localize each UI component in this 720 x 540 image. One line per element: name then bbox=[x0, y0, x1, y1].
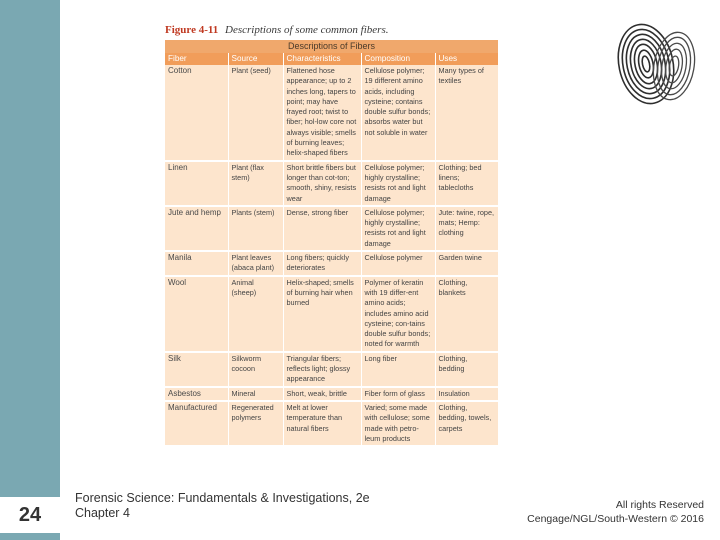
source-cell: Mineral bbox=[228, 387, 283, 401]
table-row bbox=[165, 65, 498, 161]
page-number: 24 bbox=[0, 497, 60, 533]
characteristics-cell: Short brittle fibers but longer than cot-ton; smooth, shiny, resists wear bbox=[283, 161, 361, 206]
table-row bbox=[165, 276, 498, 352]
sidebar-band bbox=[0, 0, 60, 540]
column-header-source: Source bbox=[228, 53, 283, 65]
uses-cell: Jute: twine, rope, mats; Hemp: clothing bbox=[435, 206, 498, 251]
fiber-cell: Manufactured bbox=[165, 401, 228, 446]
composition-cell: Varied; some made with cellulose; some made with petro-leum products bbox=[361, 401, 435, 446]
composition-cell: Fiber form of glass bbox=[361, 387, 435, 401]
source-cell: Plant (flax stem) bbox=[228, 161, 283, 206]
footer-course-info bbox=[75, 491, 370, 521]
column-header-uses: Uses bbox=[435, 53, 498, 65]
source-cell: Plant leaves (abaca plant) bbox=[228, 251, 283, 276]
characteristics-cell: Long fibers; quickly deteriorates bbox=[283, 251, 361, 276]
uses-cell: Clothing; bed linens; tablecloths bbox=[435, 161, 498, 206]
column-header-fiber: Fiber bbox=[165, 53, 228, 65]
table-row bbox=[165, 401, 498, 446]
uses-cell: Garden twine bbox=[435, 251, 498, 276]
characteristics-cell: Dense, strong fiber bbox=[283, 206, 361, 251]
footer-chapter: Chapter 4 bbox=[75, 506, 130, 520]
composition-cell: Long fiber bbox=[361, 352, 435, 387]
characteristics-cell: Triangular fibers; reflects light; glossy appearance bbox=[283, 352, 361, 387]
table-row bbox=[165, 387, 498, 401]
fiber-cell: Silk bbox=[165, 352, 228, 387]
uses-cell: Many types of textiles bbox=[435, 65, 498, 161]
figure-title: Descriptions of some common fibers. bbox=[225, 24, 389, 36]
column-header-composition: Composition bbox=[361, 53, 435, 65]
uses-cell: Clothing, bedding, towels, carpets bbox=[435, 401, 498, 446]
table-row bbox=[165, 352, 498, 387]
footer-copyright bbox=[527, 498, 704, 526]
source-cell: Animal (sheep) bbox=[228, 276, 283, 352]
composition-cell: Cellulose polymer; highly crystalline; resists rot and light damage bbox=[361, 161, 435, 206]
column-header-characteristics: Characteristics bbox=[283, 53, 361, 65]
characteristics-cell: Melt at lower temperature than natural fibers bbox=[283, 401, 361, 446]
source-cell: Plants (stem) bbox=[228, 206, 283, 251]
figure-caption bbox=[165, 20, 498, 40]
characteristics-cell: Short, weak, brittle bbox=[283, 387, 361, 401]
footer-publisher: Cengage/NGL/South-Western © 2016 bbox=[527, 513, 704, 525]
table-title: Descriptions of Fibers bbox=[165, 40, 498, 53]
characteristics-cell: Flattened hose appearance; up to 2 inches long, tapers to point; may have frayed root; twist to fiber; hol-low core not always visible; smells of burning leaves; helix-shaped fibers bbox=[283, 65, 361, 161]
fiber-table bbox=[165, 40, 499, 447]
uses-cell: Insulation bbox=[435, 387, 498, 401]
source-cell: Regenerated polymers bbox=[228, 401, 283, 446]
table-row bbox=[165, 161, 498, 206]
composition-cell: Cellulose polymer bbox=[361, 251, 435, 276]
fiber-cell: Linen bbox=[165, 161, 228, 206]
figure bbox=[165, 20, 498, 447]
fiber-cell: Jute and hemp bbox=[165, 206, 228, 251]
composition-cell: Cellulose polymer; 19 different amino acids, including cysteine; contains double sulfur bonds; absorbs water but not soluble in water bbox=[361, 65, 435, 161]
source-cell: Plant (seed) bbox=[228, 65, 283, 161]
table-row bbox=[165, 206, 498, 251]
uses-cell: Clothing, bedding bbox=[435, 352, 498, 387]
composition-cell: Cellulose polymer; highly crystalline; resists rot and light damage bbox=[361, 206, 435, 251]
fiber-cell: Asbestos bbox=[165, 387, 228, 401]
footer-rights: All rights Reserved bbox=[615, 499, 704, 511]
fiber-cell: Cotton bbox=[165, 65, 228, 161]
figure-label: Figure 4-11 bbox=[165, 24, 219, 36]
fingerprint-icon bbox=[612, 18, 702, 110]
composition-cell: Polymer of keratin with 19 differ-ent amino acids; includes amino acid cysteine; con-tains double sulfur bonds; noted for warmth bbox=[361, 276, 435, 352]
fiber-cell: Manila bbox=[165, 251, 228, 276]
fiber-cell: Wool bbox=[165, 276, 228, 352]
source-cell: Silkworm cocoon bbox=[228, 352, 283, 387]
characteristics-cell: Helix-shaped; smells of burning hair when burned bbox=[283, 276, 361, 352]
uses-cell: Clothing, blankets bbox=[435, 276, 498, 352]
footer-book-title: Forensic Science: Fundamentals & Investigations, 2e bbox=[75, 491, 370, 505]
table-row bbox=[165, 251, 498, 276]
